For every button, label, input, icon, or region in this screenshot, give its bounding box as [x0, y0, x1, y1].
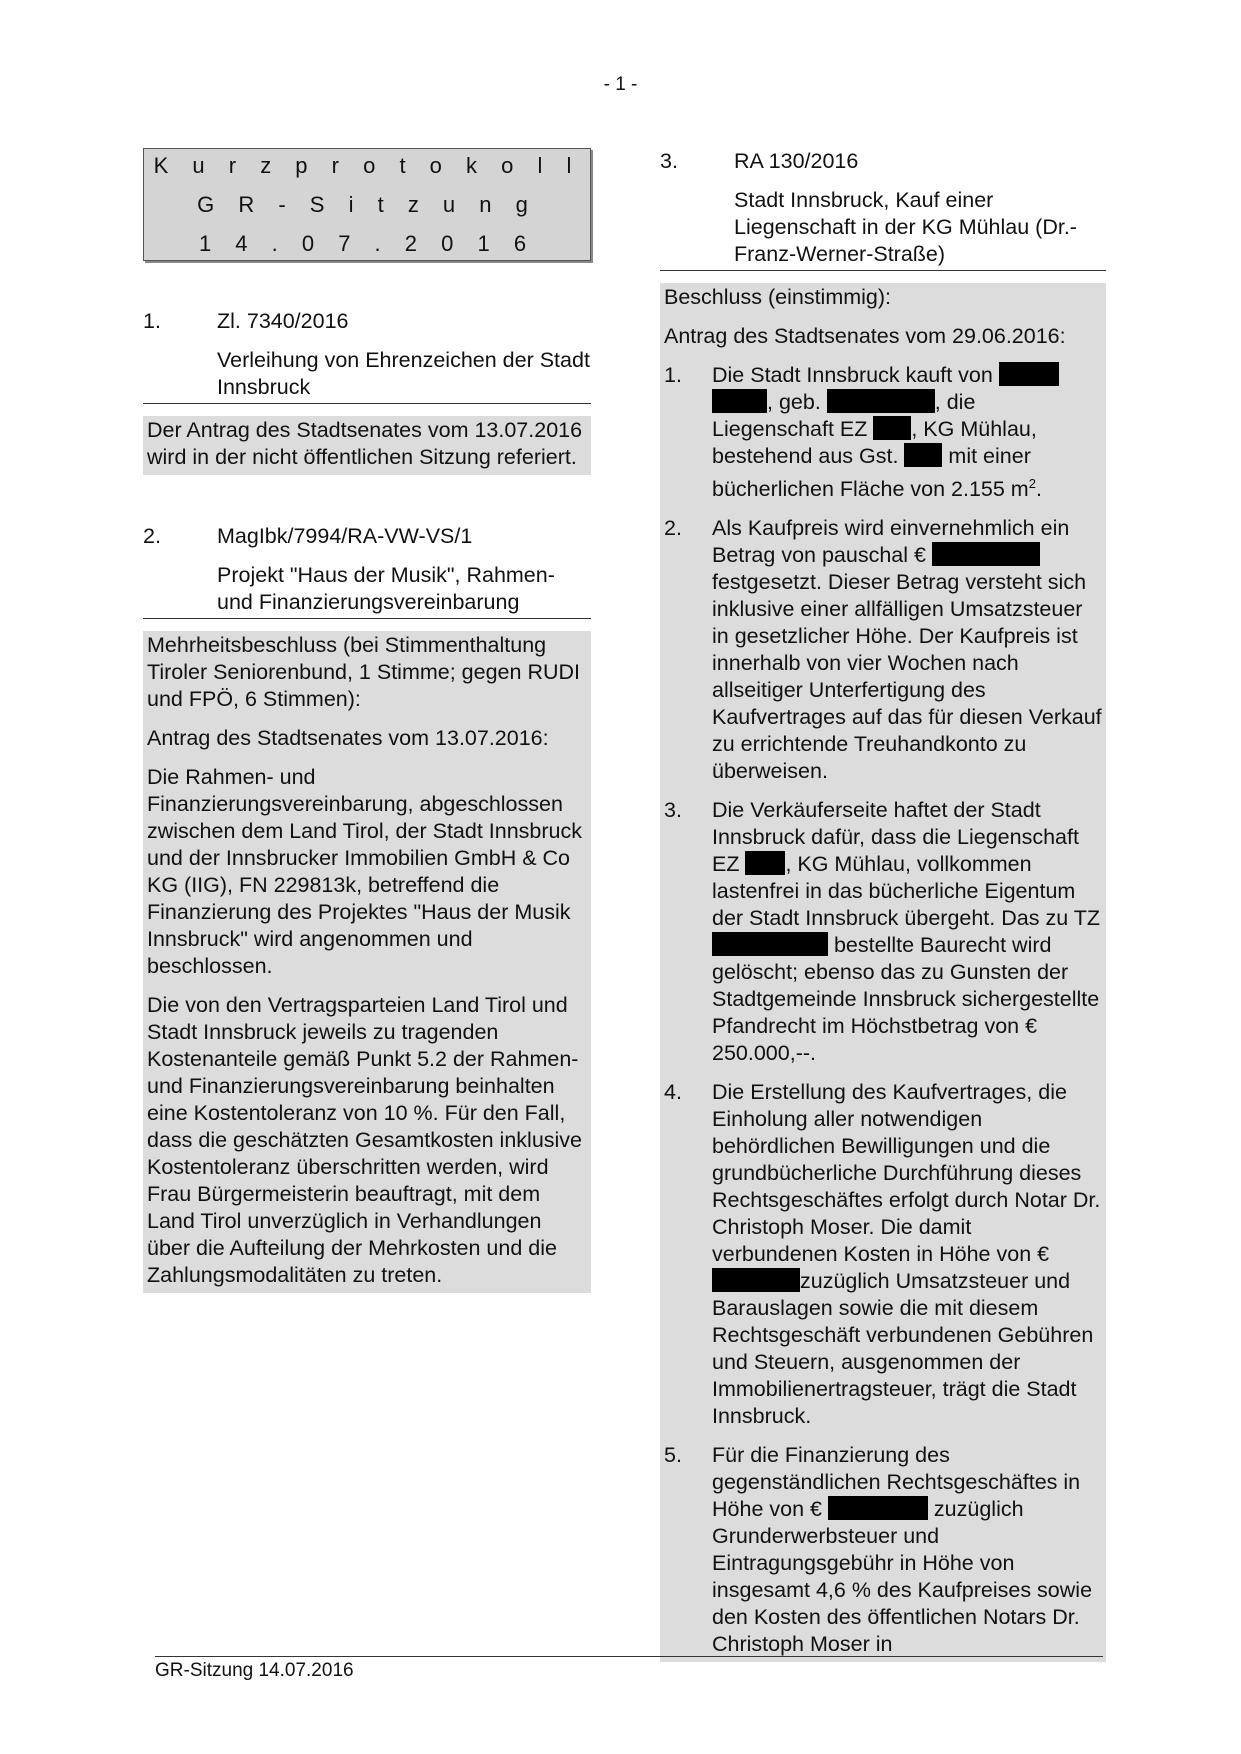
agenda-item-1	[143, 308, 591, 475]
item-1-ref: Zl. 7340/2016	[217, 309, 349, 333]
item-1-rule	[143, 403, 591, 404]
item-1-text: Der Antrag des Stadtsenates vom 13.07.2016 wird in der nicht öffentlichen Sitzung referiert.	[147, 418, 583, 469]
point-3-number: 3.	[664, 798, 682, 823]
item-1-result	[143, 416, 591, 475]
item-1-number: 1.	[143, 309, 161, 333]
item-3-result	[660, 283, 1106, 1662]
redaction-box	[932, 542, 1040, 566]
item-3-ref: RA 130/2016	[734, 149, 859, 173]
point-1-number: 1.	[664, 363, 682, 387]
item-2-result	[143, 631, 591, 1293]
title-line-1: K u r z p r o t o k o l l	[153, 153, 581, 178]
item-1-subject: Verleihung von Ehrenzeichen der Stadt Innsbruck	[217, 348, 590, 399]
item-3-subject: Stadt Innsbruck, Kauf einer Liegenschaft in der KG Mühlau (Dr.-Franz-Werner-Straße)	[734, 188, 1077, 266]
item-2-subject: Projekt "Haus der Musik", Rahmen- und Finanzierungsvereinbarung	[217, 563, 555, 614]
title-line-2: G R - S i t z u n g	[197, 192, 537, 217]
point-5-number: 5.	[664, 1443, 682, 1468]
footer-text: GR-Sitzung 14.07.2016	[155, 1660, 354, 1681]
point-3	[664, 797, 1102, 1067]
left-column	[143, 148, 591, 1293]
agenda-item-3	[660, 148, 1106, 1662]
point-5-text: Für die Finanzierung des gegenständlichen Rechtsgeschäftes in Höhe von € zuzüglich Grunderwerbsteuer und Eintragungsgebühr in Höhe von insgesamt 4,6 % des Kaufpreises sowie den Kosten des öffentlichen Notars Dr. Christoph Moser in	[712, 1443, 1093, 1657]
title-box	[143, 148, 591, 261]
point-2-number: 2.	[664, 516, 682, 541]
point-2	[664, 515, 1102, 785]
point-4-text: Die Erstellung des Kaufvertrages, die Einholung aller notwendigen behördlichen Bewilligungen und die grundbücherliche Durchführung dieses Rechtsgeschäftes erfolgt durch Notar Dr. Christoph Moser. Die damit verbundenen Kosten in Höhe von € zuzüglich Umsatzsteuer und Barauslagen sowie die mit diesem Rechtsgeschäft verbundenen Gebühren und Steuern, ausgenommen der Immobilienertragsteuer, trägt die Stadt Innsbruck.	[712, 1080, 1101, 1429]
point-2-text: Als Kaufpreis wird einvernehmlich ein Betrag von pauschal € festgesetzt. Dieser Betrag versteht sich inklusive einer allfälligen Umsatzsteuer in gesetzlicher Höhe. Der Kaufpreis ist innerhalb von vier Wochen nach allseitiger Unterfertigung des Kaufvertrages auf das für diesen Verkauf zu errichtende Treuhandkonto zu überweisen.	[712, 516, 1102, 784]
point-4	[664, 1079, 1102, 1430]
point-1	[664, 362, 1102, 503]
footer-rule	[155, 1656, 1103, 1657]
right-column	[660, 148, 1106, 1662]
redaction-box	[745, 851, 785, 875]
point-3-text: Die Verkäuferseite haftet der Stadt Innsbruck dafür, dass die Liegenschaft EZ , KG Mühlau, vollkommen lastenfrei in das bücherliche Eigentum der Stadt Innsbruck übergeht. Das zu TZ bestellte Baurecht wird gelöscht; ebenso das zu Gunsten der Stadtgemeinde Innsbruck sichergestellte Pfandrecht im Höchstbetrag von € 250.000,--.	[712, 798, 1100, 1066]
agenda-item-2	[143, 523, 591, 1293]
redaction-box	[827, 389, 935, 413]
redaction-box	[828, 1496, 928, 1520]
point-4-number: 4.	[664, 1080, 682, 1105]
item-2-paragraph-1: Die Rahmen- und Finanzierungsvereinbarung, abgeschlossen zwischen dem Land Tirol, der Stadt Innsbruck und der Innsbrucker Immobilien GmbH & Co KG (IIG), FN 229813k, betreffend die Finanzierung des Projektes "Haus der Musik Innsbruck" wird angenommen und beschlossen.	[147, 765, 582, 978]
redaction-box	[712, 932, 828, 956]
redaction-box	[999, 362, 1059, 386]
page-number: - 1 -	[603, 74, 638, 95]
title-line-3: 1 4 . 0 7 . 2 0 1 6	[198, 231, 536, 256]
item-2-rule	[143, 618, 591, 619]
item-3-points	[664, 362, 1102, 1658]
item-2-ref: MagIbk/7994/RA-VW-VS/1	[217, 524, 473, 548]
item-3-rule	[660, 270, 1106, 271]
item-3-motion: Antrag des Stadtsenates vom 29.06.2016:	[664, 324, 1066, 348]
redaction-box	[873, 416, 911, 440]
point-5	[664, 1442, 1102, 1658]
redaction-box	[904, 443, 942, 467]
item-2-paragraph-2: Die von den Vertragsparteien Land Tirol und Stadt Innsbruck jeweils zu tragenden Kostenanteile gemäß Punkt 5.2 der Rahmen- und Finanzierungsvereinbarung beinhalten eine Kostentoleranz von 10 %. Für den Fall, dass die geschätzten Gesamtkosten inklusive Kostentoleranz überschritten werden, wird Frau Bürgermeisterin beauftragt, mit dem Land Tirol unverzüglich in Verhandlungen über die Aufteilung der Mehrkosten und die Zahlungsmodalitäten zu treten.	[147, 993, 583, 1287]
item-2-number: 2.	[143, 524, 161, 548]
item-2-motion: Antrag des Stadtsenates vom 13.07.2016:	[147, 726, 549, 750]
point-1-text: Die Stadt Innsbruck kauft von , geb. , die Liegenschaft EZ , KG Mühlau, bestehend aus Gst. mit einer bücherlichen Fläche von 2.155 $m^2$.	[712, 362, 1102, 503]
item-2-decision: Mehrheitsbeschluss (bei Stimmenthaltung Tiroler Seniorenbund, 1 Stimme; gegen RUDI und FPÖ, 6 Stimmen):	[147, 633, 580, 711]
item-3-decision: Beschluss (einstimmig):	[664, 285, 891, 309]
redaction-box	[712, 1268, 800, 1292]
redaction-box	[712, 389, 767, 413]
item-3-number: 3.	[660, 149, 678, 173]
